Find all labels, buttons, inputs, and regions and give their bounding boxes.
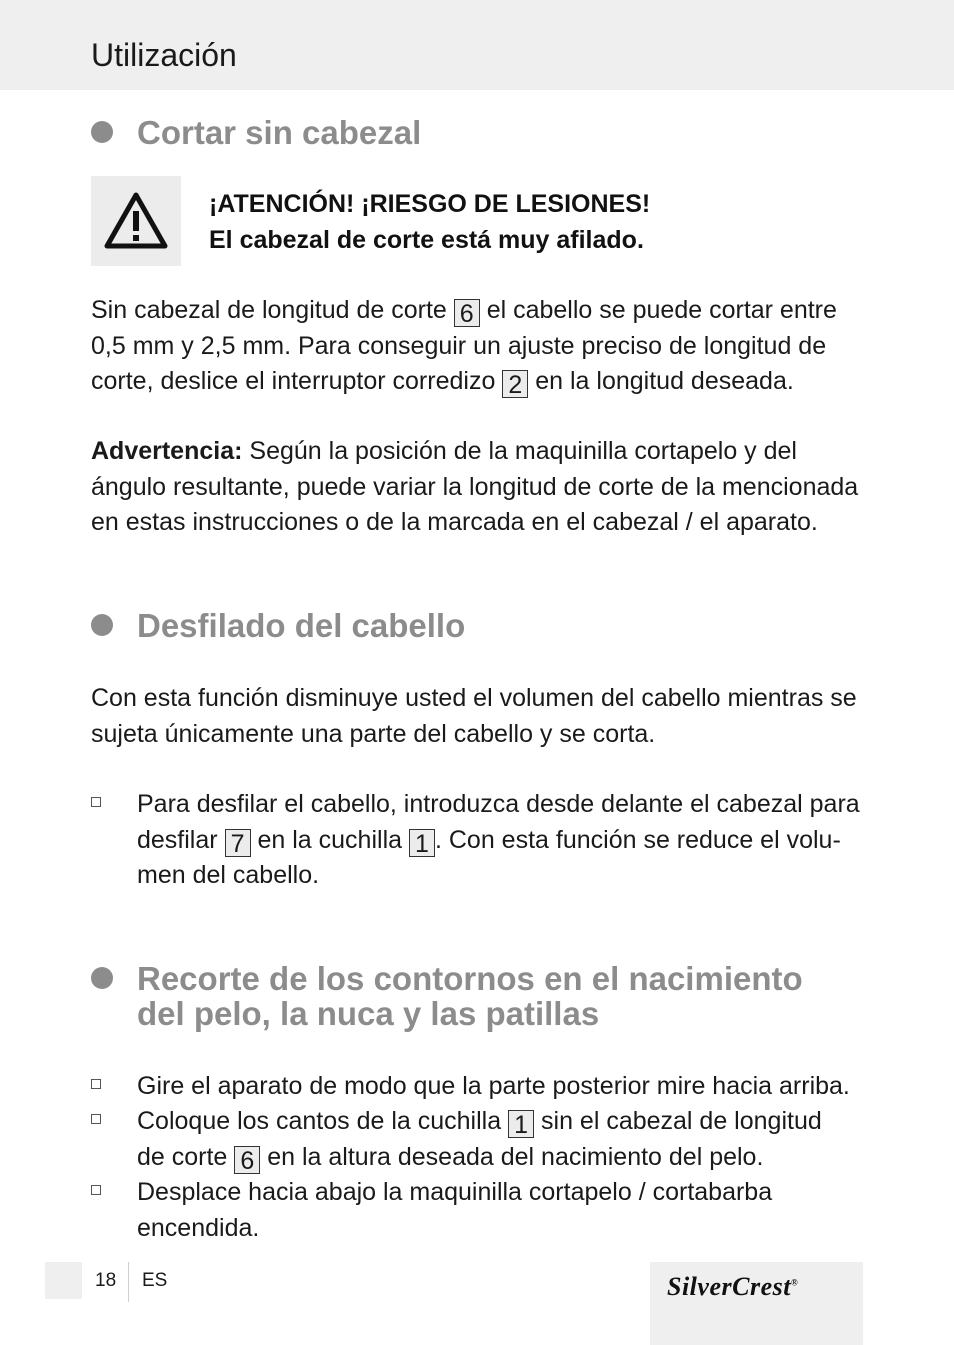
part-reference-badge: 6: [454, 299, 480, 327]
part-reference-badge: 2: [502, 370, 528, 398]
list-item-contour-step-3: Desplace hacia abajo la maquinilla cortapelo / cortabarba encendida.: [91, 1175, 772, 1246]
footer-divider: [128, 1262, 129, 1302]
advice-paragraph: Advertencia: Según la posición de la maquinilla cortapelo y del ángulo resultante, puede variar la longitud de corte de la mencionada en estas instrucciones o de la marcada en el cabezal / el aparato.: [91, 437, 859, 536]
brand-box: [650, 1262, 863, 1345]
brand-logo: SilverCrest®: [667, 1272, 799, 1301]
part-reference-badge: 1: [508, 1110, 534, 1138]
checkbox-bullet-icon: [91, 1079, 101, 1089]
thinning-paragraph: Con esta función disminuye usted el volumen del cabello mientras se sujeta únicamente una parte del cabello y se corta.: [91, 684, 857, 748]
checkbox-bullet-icon: [91, 1185, 101, 1195]
page-number: 18: [95, 1270, 117, 1291]
list-item-thinning-step: Para desfilar el cabello, introduzca desde delante el cabezal para desfilar 7 en la cuchilla 1 . Con esta función se reduce el volu- men del cabello.: [91, 787, 860, 894]
list-item-contour-step-2: Coloque los cantos de la cuchilla 1 sin el cabezal de longitud de corte 6 en la altura deseada del nacimiento del pelo.: [91, 1104, 822, 1175]
heading-bullet-icon: [91, 967, 113, 989]
warning-line-2: El cabezal de corte está muy afilado.: [209, 226, 644, 254]
cut-paragraph: Sin cabezal de longitud de corte 6 el cabello se puede cortar entre 0,5 mm y 2,5 mm. Para conseguir un ajuste preciso de longitud de corte, deslice el interruptor corredizo 2 en la longitud deseada.: [91, 296, 837, 399]
footer-tab: [45, 1262, 82, 1299]
heading-bullet-icon: [91, 614, 113, 636]
checkbox-bullet-icon: [91, 1114, 101, 1124]
part-reference-badge: 6: [234, 1146, 260, 1174]
warning-text: [209, 186, 650, 258]
language-code: ES: [142, 1270, 168, 1291]
list-item-contour-step-1: Gire el aparato de modo que la parte posterior mire hacia arriba.: [91, 1069, 850, 1105]
checkbox-bullet-icon: [91, 797, 101, 807]
advice-label: Advertencia:: [91, 437, 243, 465]
part-reference-badge: 7: [225, 829, 251, 857]
section-heading-cut-without-head: Cortar sin cabezal: [91, 115, 421, 150]
warning-box: [91, 176, 181, 266]
section-heading-thinning: Desfilado del cabello: [91, 608, 465, 643]
warning-triangle-icon: [103, 190, 169, 252]
page-title: Utilización: [91, 37, 237, 73]
part-reference-badge: 1: [409, 829, 435, 857]
section-heading-contours: Recorte de los contornos en el nacimiento del pelo, la nuca y las patillas: [91, 961, 803, 1031]
warning-line-1: ¡ATENCIÓN! ¡RIESGO DE LESIONES!: [209, 190, 651, 218]
heading-bullet-icon: [91, 121, 113, 143]
